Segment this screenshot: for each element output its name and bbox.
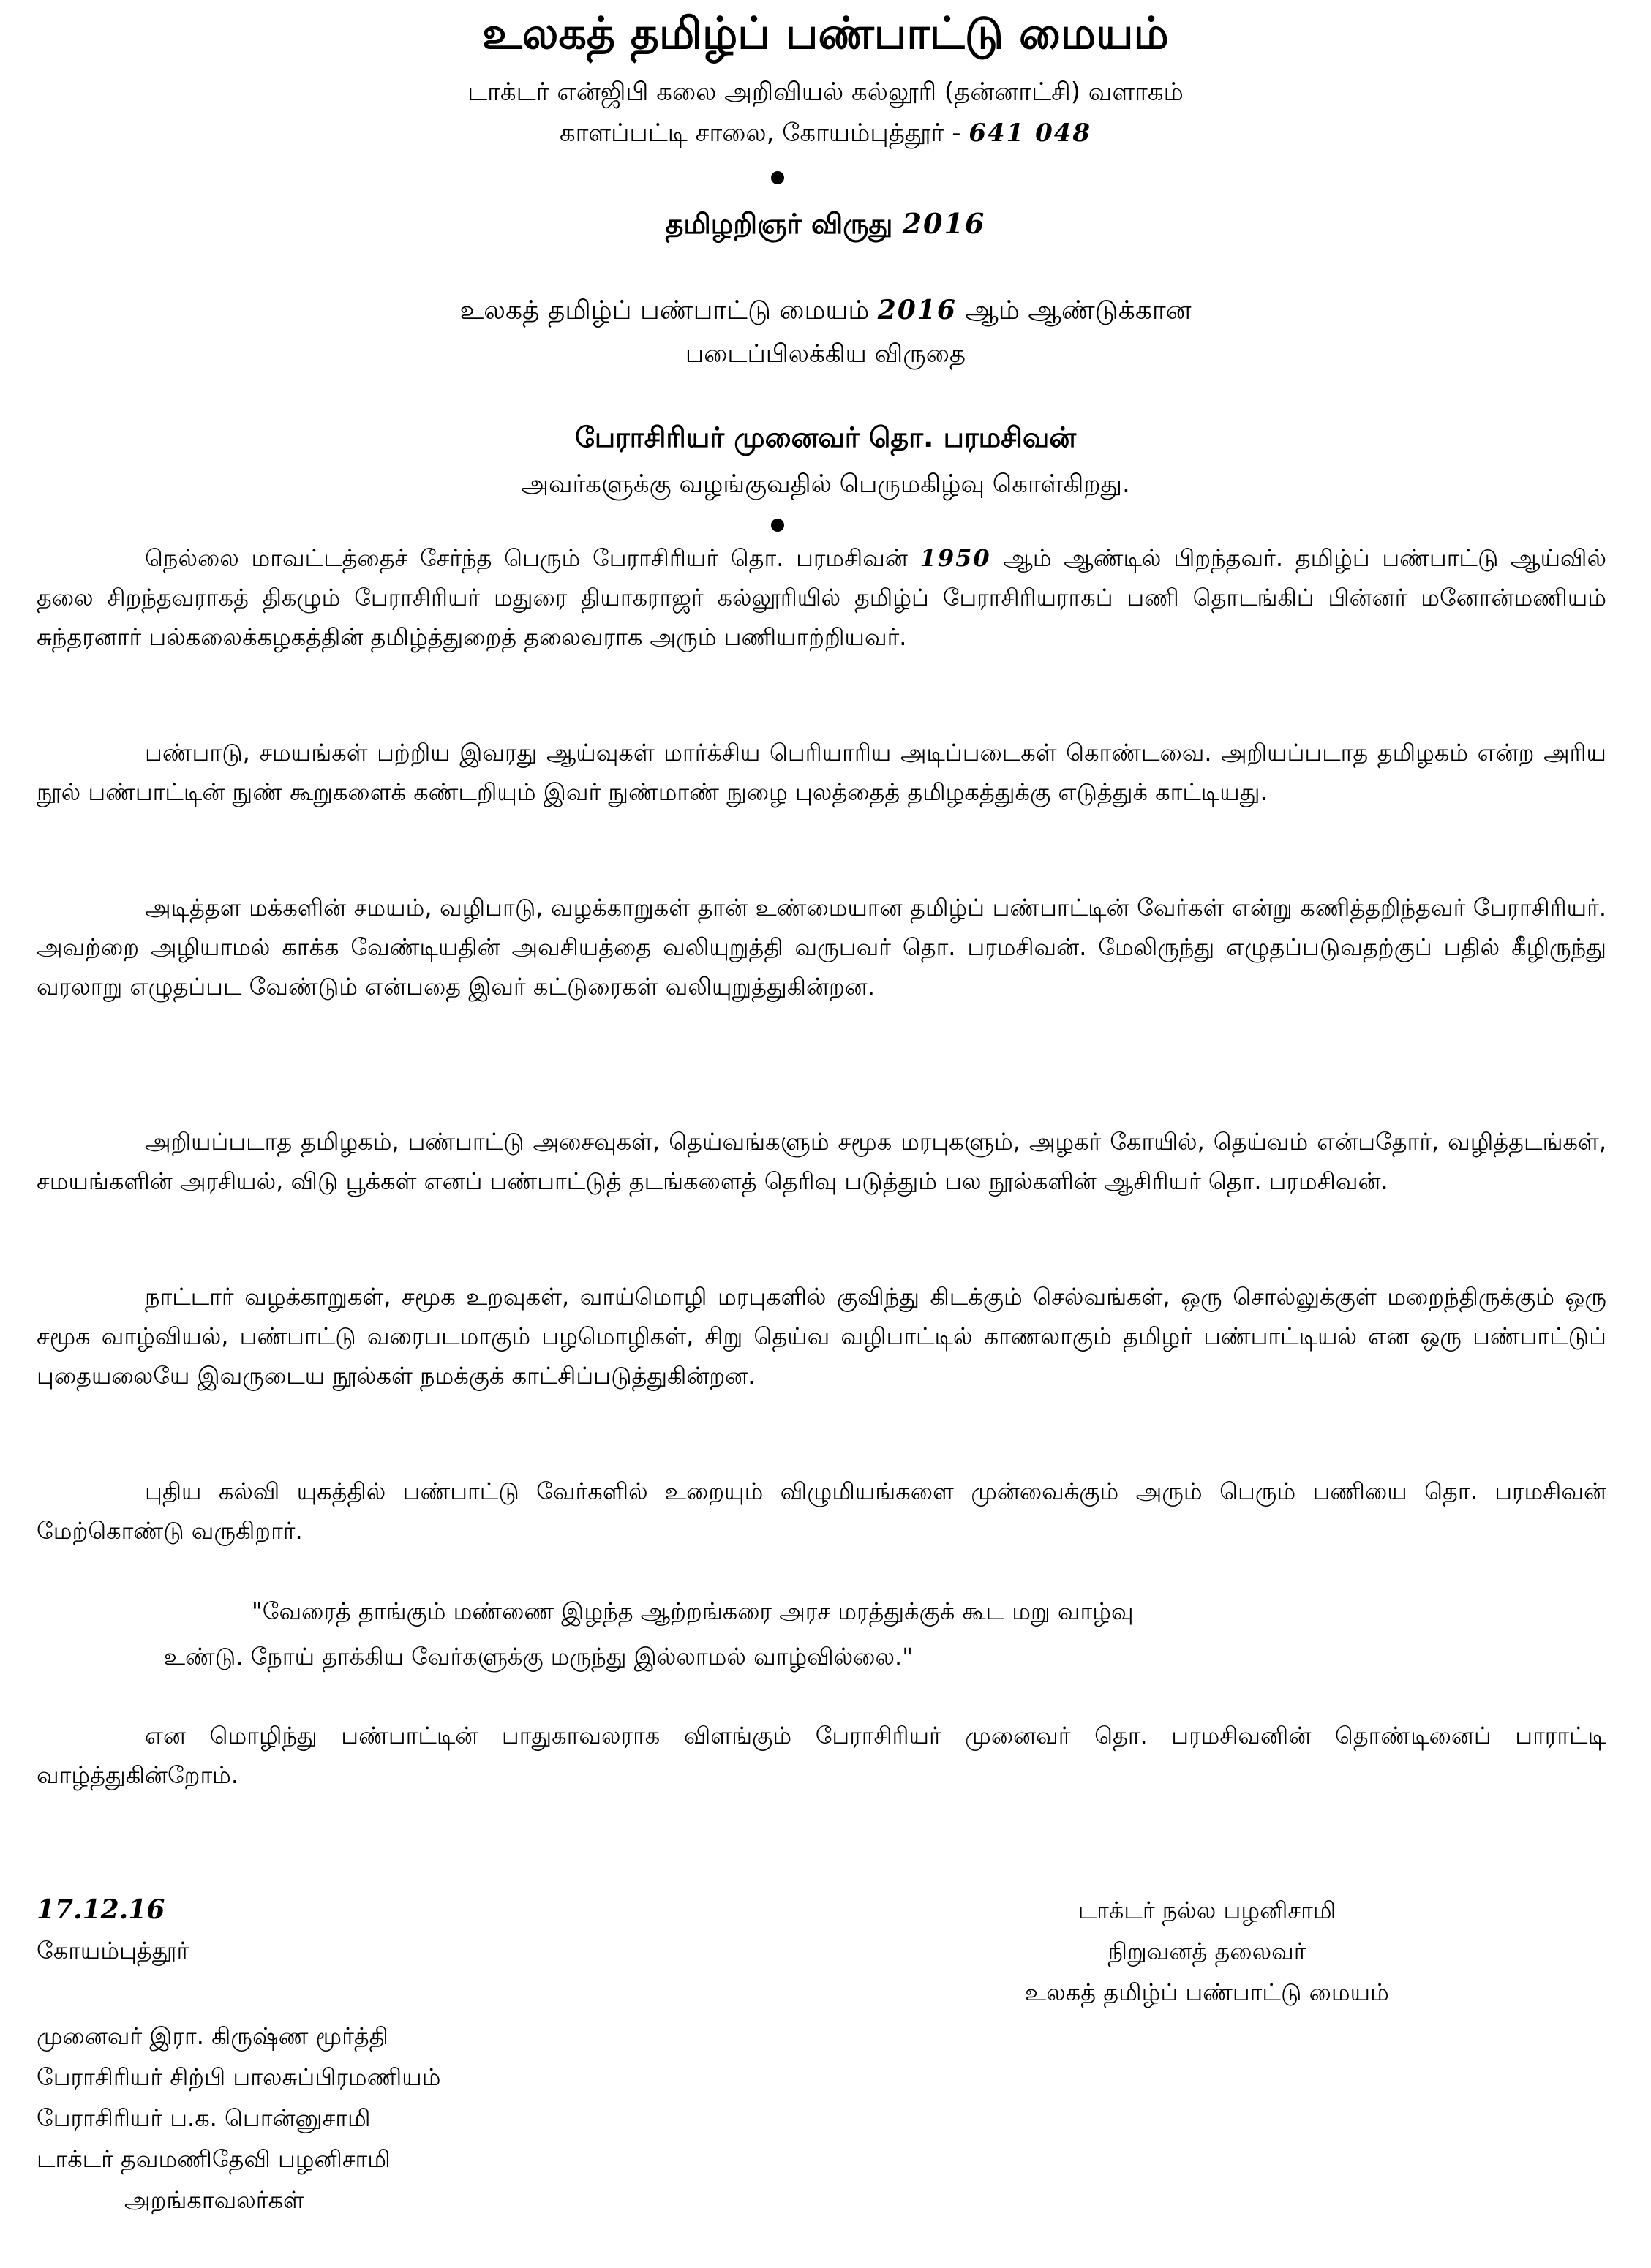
organization-title: உலகத் தமிழ்ப் பண்பாட்டு மையம்	[482, 8, 1169, 59]
paragraph-folklore: நாட்டார் வழக்காறுகள், சமூக உறவுகள், வாய்மொழி மரபுகளில் குவிந்து கிடக்கும் செல்வங்கள், ஒரு சொல்லுக்குள் மறைந்திருக்கும் ஒரு சமூக வாழ்வியல், பண்பாட்டு வரைபடமாகும் பழமொழிகள், சிறு தெய்வ வழிபாட்டில் காணலாகும் தமிழர் பண்பாட்டியல் என ஒரு பண்பாட்டுப் புதையலையே இவருடைய நூல்கள் நமக்குக் காட்சிப்படுத்துகின்றன.	[37, 1283, 1606, 1390]
signatory-role: நிறுவனத் தலைவர்	[1107, 1937, 1306, 1965]
address-street: காளப்பட்டி சாலை, கோயம்புத்தூர் -	[559, 118, 969, 148]
address-line-2	[0, 114, 1651, 152]
signatory-organization: உலகத் தமிழ்ப் பண்பாட்டு மையம்	[1025, 1978, 1389, 2006]
honoree-subtitle: அவர்களுக்கு வழங்குவதில் பெருமகிழ்வு கொள்கிறது.	[521, 470, 1130, 499]
quote-line-1: "வேரைத் தாங்கும் மண்ணை இழந்த ஆற்றங்கரை அரச மரத்துக்குக் கூட மறு வாழ்வு	[252, 1597, 1134, 1625]
dedication-year: 2016	[877, 295, 957, 325]
paragraph-education: புதிய கல்வி யுகத்தில் பண்பாட்டு வேர்களில் உறையும் விழுமியங்களை முன்வைக்கும் அரும் பெரும் பணியை தொ. பரமசிவன் மேற்கொண்டு வருகிறார்.	[37, 1477, 1606, 1545]
dedication-text-b: ஆம் ஆண்டுக்கான	[956, 295, 1192, 325]
quote-line-2: உண்டு. நோய் தாக்கிய வேர்களுக்கு மருந்து இல்லாமல் வாழ்வில்லை."	[164, 1643, 913, 1670]
signatory-name: டாக்டர் நல்ல பழனிசாமி	[1078, 1896, 1336, 1924]
bullet-divider	[771, 171, 784, 184]
paragraph-biography	[37, 538, 1606, 657]
trustee-name: பேராசிரியர் ப.க. பொன்னுசாமி	[37, 2104, 371, 2132]
trustees-list	[37, 2016, 440, 2220]
date-value: 17.12.16	[37, 1894, 165, 1925]
award-year: 2016	[902, 207, 986, 240]
trustees-role: அறங்காவலர்கள்	[124, 2186, 304, 2214]
bullet-divider	[771, 519, 784, 532]
paragraph-books: அறியப்படாத தமிழகம், பண்பாட்டு அசைவுகள், தெய்வங்களும் சமூக மரபுகளும், அழகர் கோயில், தெய்வம் என்பதோர், வழித்தடங்கள், சமயங்களின் அரசியல், விடு பூக்கள் எனப் பண்பாட்டுத் தடங்களைத் தெரிவு படுத்தும் பல நூல்களின் ஆசிரியர் தொ. பரமசிவன்.	[37, 1128, 1606, 1195]
dedication-line-1	[0, 290, 1651, 331]
dedication-text-a: உலகத் தமிழ்ப் பண்பாட்டு மையம்	[459, 295, 878, 325]
address-line-1: டாக்டர் என்ஜிபி கலை அறிவியல் கல்லூரி (தன்னாட்சி) வளாகம்	[467, 78, 1184, 107]
paragraph-text: நெல்லை மாவட்டத்தைச் சேர்ந்த பெரும் பேராசிரியர் தொ. பரமசிவன்	[145, 544, 920, 572]
award-title	[0, 202, 1651, 246]
award-name: தமிழறிஞர் விருது	[665, 208, 903, 240]
pincode: 641 048	[969, 118, 1092, 148]
issue-place: கோயம்புத்தூர்	[37, 1937, 189, 1964]
dedication-line-2: படைப்பிலக்கிய விருதை	[685, 339, 966, 369]
honoree-name: பேராசிரியர் முனைவர் தொ. பரமசிவன்	[574, 421, 1077, 453]
paragraph-roots: அடித்தள மக்களின் சமயம், வழிபாடு, வழக்காறுகள் தான் உண்மையான தமிழ்ப் பண்பாட்டின் வேர்கள் என்று கணித்தறிந்தவர் பேராசிரியர். அவற்றை அழியாமல் காக்க வேண்டியதின் அவசியத்தை வலியுறுத்தி வருபவர் தொ. பரமசிவன். மேலிருந்து எழுதப்படுவதற்குப் பதில் கீழிருந்து வரலாறு எழுதப்பட வேண்டும் என்பதை இவர் கட்டுரைகள் வலியுறுத்துகின்றன.	[37, 894, 1607, 1001]
paragraph-text: ஆம் ஆண்டில் பிறந்தவர். தமிழ்ப் பண்பாட்டு ஆய்வில் தலை சிறந்தவராகத் திகழும் பேராசிரியர் மதுரை தியாகராஜர் கல்லூரியில் தமிழ்ப் பேராசிரியராகப் பணி தொடங்கிப் பின்னர் மனோன்மணியம் சுந்தரனார் பல்கலைக்கழகத்தின் தமிழ்த்துறைத் தலைவராக அரும் பணியாற்றியவர்.	[37, 544, 1607, 651]
paragraph-conclusion: என மொழிந்து பண்பாட்டின் பாதுகாவலராக விளங்கும் பேராசிரியர் முனைவர் தொ. பரமசிவனின் தொண்டினைப் பாராட்டி வாழ்த்துகின்றோம்.	[37, 1722, 1606, 1789]
paragraph-research: பண்பாடு, சமயங்கள் பற்றிய இவரது ஆய்வுகள் மார்க்சிய பெரியாரிய அடிப்படைகள் கொண்டவை. அறியப்படாத தமிழகம் என்ற அரிய நூல் பண்பாட்டின் நுண் கூறுகளைக் கண்டறியும் இவர் நுண்மாண் நுழை புலத்தைத் தமிழகத்துக்கு எடுத்துக் காட்டியது.	[37, 739, 1606, 806]
trustee-name: பேராசிரியர் சிற்பி பாலசுப்பிரமணியம்	[37, 2063, 441, 2091]
trustee-name: முனைவர் இரா. கிருஷ்ண மூர்த்தி	[37, 2022, 388, 2050]
trustee-name: டாக்டர் தவமணிதேவி பழனிசாமி	[37, 2145, 391, 2173]
birth-year: 1950	[919, 544, 991, 572]
issue-date	[37, 1890, 165, 1930]
